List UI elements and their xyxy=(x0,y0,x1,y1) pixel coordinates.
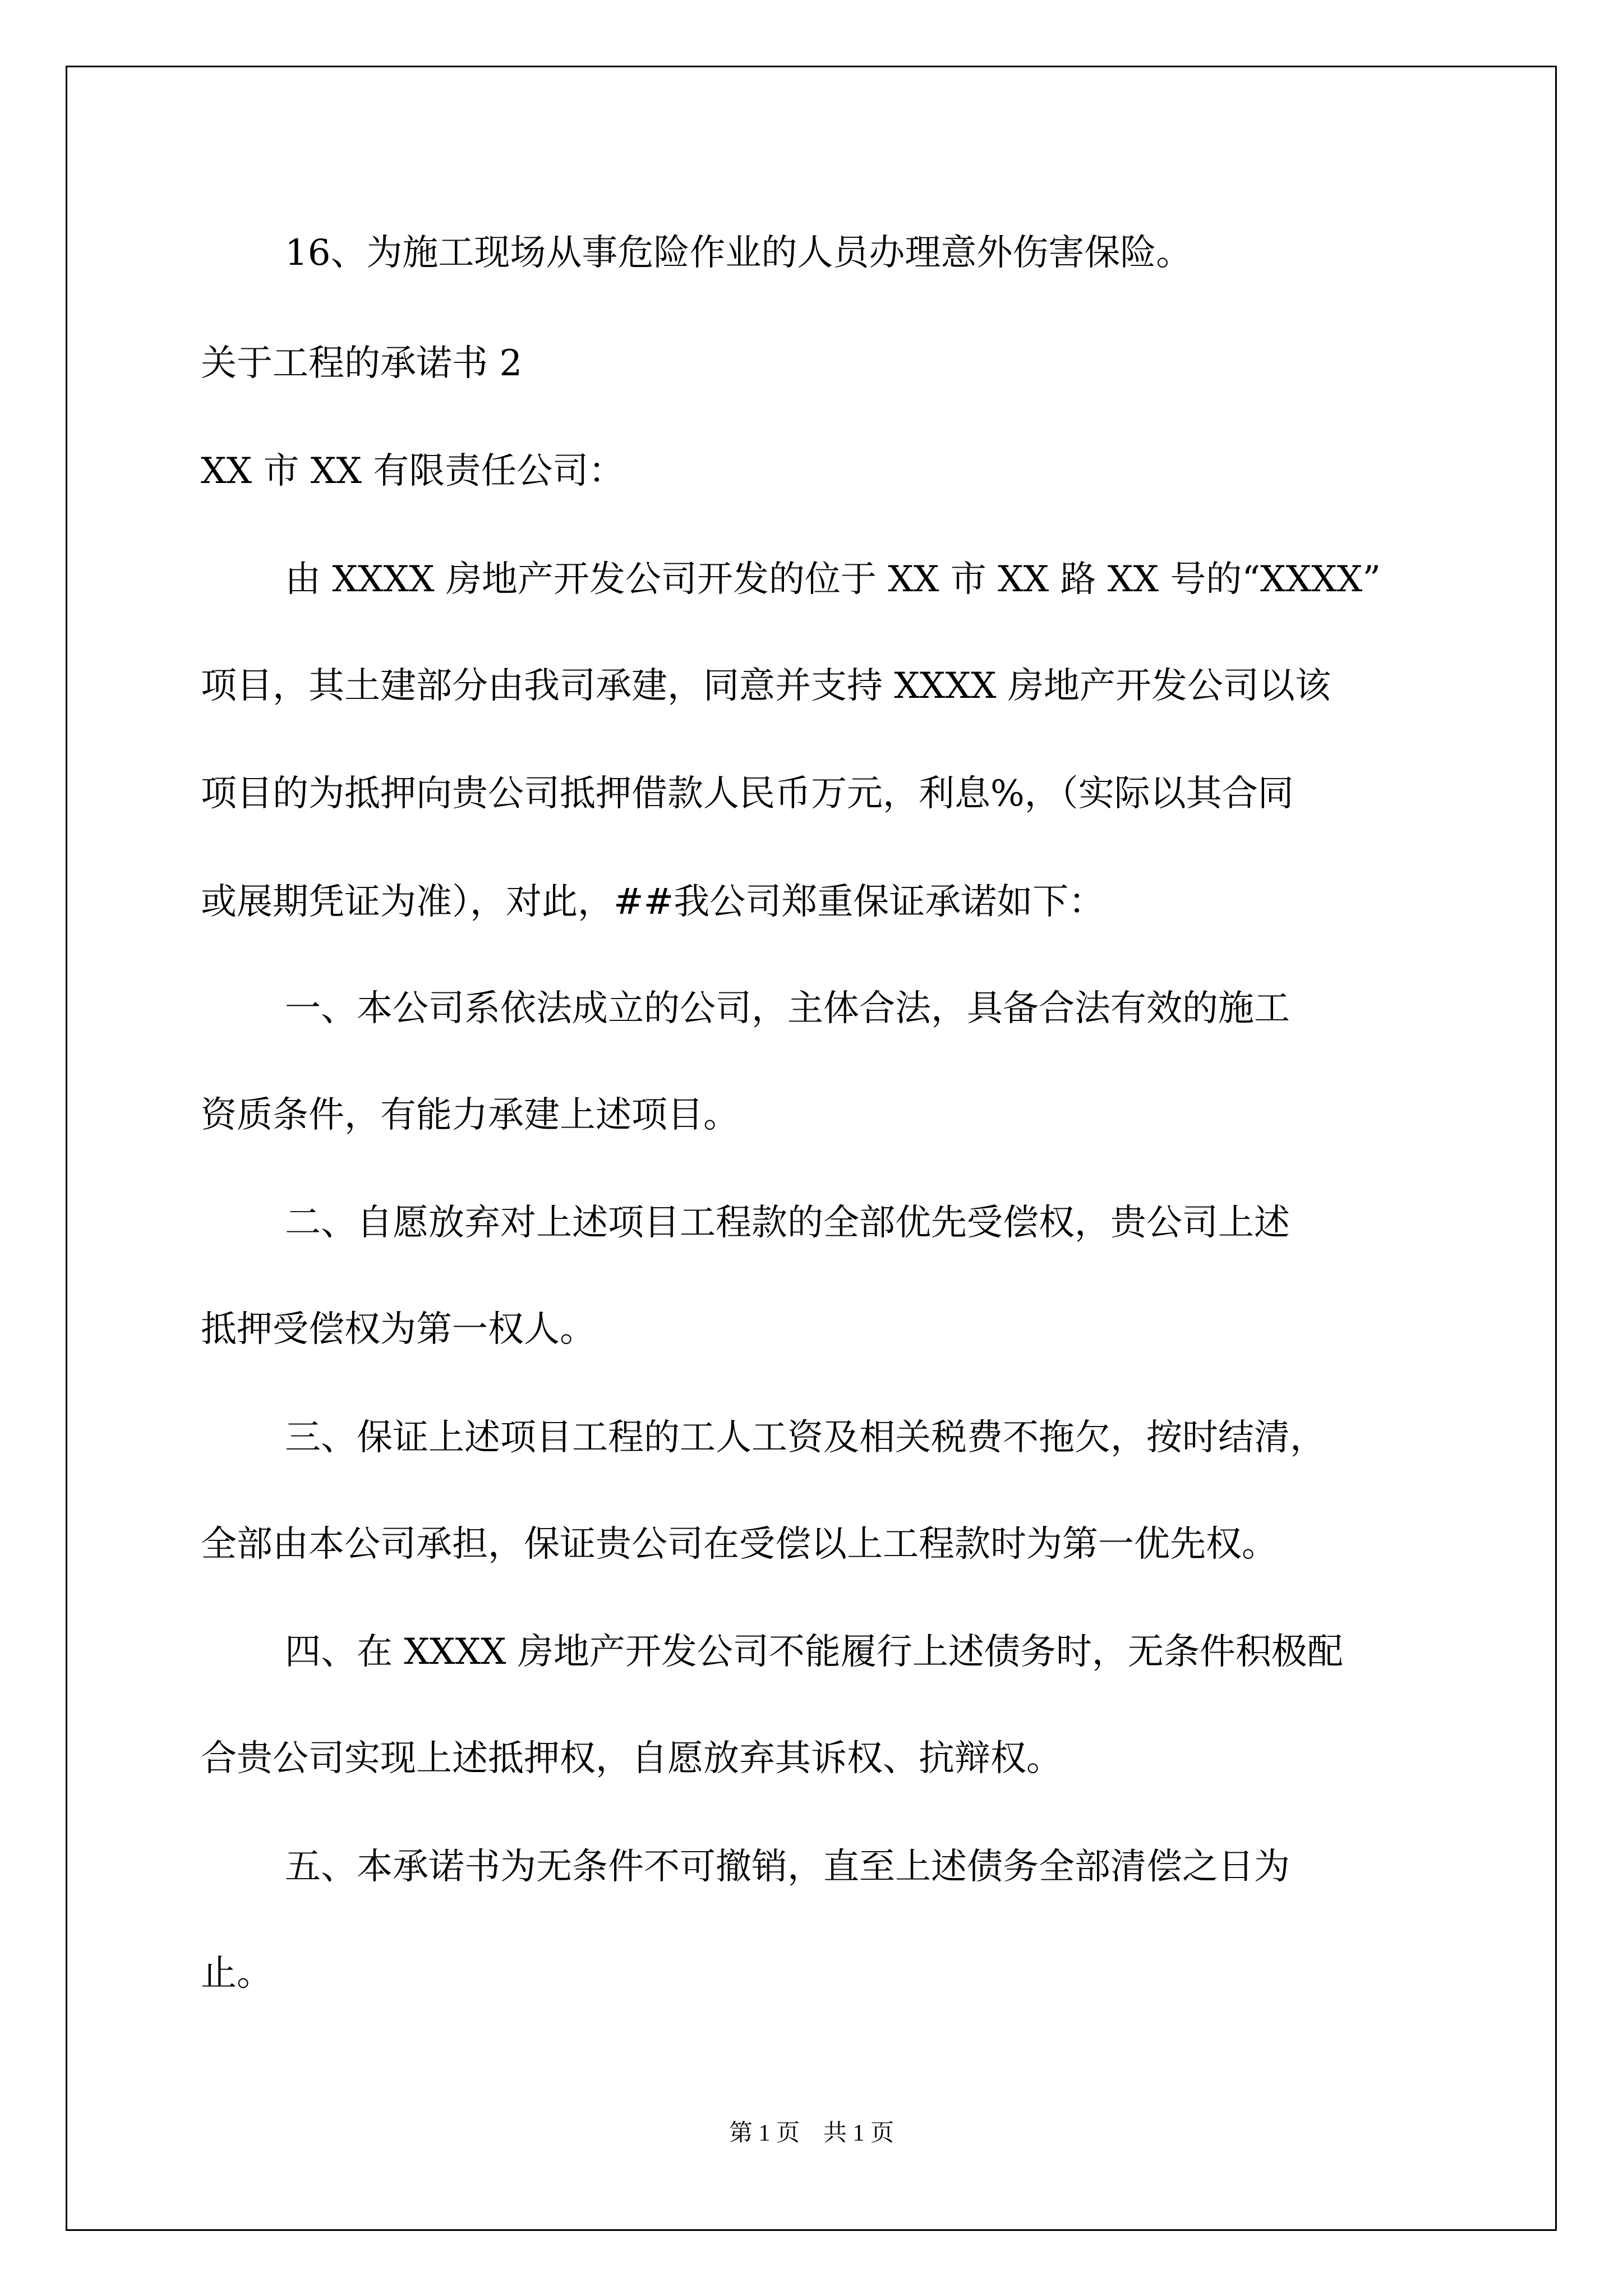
paragraph-line: 抵押受偿权为第一权人。 xyxy=(201,1309,596,1350)
paragraph-line: 三、保证上述项目工程的工人工资及相关税费不拖欠，按时结清， xyxy=(285,1417,1326,1458)
page-border xyxy=(66,66,1557,2231)
paragraph-line: 一、本公司系依法成立的公司，主体合法，具备合法有效的施工 xyxy=(285,988,1290,1029)
addressee: XX 市 XX 有限责任公司： xyxy=(201,450,625,492)
paragraph-line: 四、在 XXXX 房地产开发公司不能履行上述债务时，无条件积极配 xyxy=(285,1631,1343,1673)
paragraph-line: 资质条件，有能力承建上述项目。 xyxy=(201,1094,739,1136)
paragraph-line: 16、为施工现场从事危险作业的人员办理意外伤害保险。 xyxy=(285,232,1192,274)
page-footer: 第 1 页 共 1 页 xyxy=(728,2120,894,2146)
paragraph-line: 全部由本公司承担，保证贵公司在受偿以上工程款时为第一优先权。 xyxy=(201,1524,1278,1565)
paragraph-line: 二、自愿放弃对上述项目工程款的全部优先受偿权，贵公司上述 xyxy=(285,1202,1290,1244)
section-heading: 关于工程的承诺书 2 xyxy=(201,343,523,384)
paragraph-line: 项目，其土建部分由我司承建，同意并支持 XXXX 房地产开发公司以该 xyxy=(201,665,1331,707)
paragraph-line: 五、本承诺书为无条件不可撤销，直至上述债务全部清偿之日为 xyxy=(285,1846,1290,1888)
paragraph-line: 止。 xyxy=(201,1953,273,1994)
paragraph-line: 项目的为抵押向贵公司抵押借款人民币万元，利息%，（实际以其合同 xyxy=(201,773,1294,815)
paragraph-line: 由 XXXX 房地产开发公司开发的位于 XX 市 XX 路 XX 号的“XXXX” xyxy=(285,559,1381,600)
paragraph-line: 合贵公司实现上述抵押权，自愿放弃其诉权、抗辩权。 xyxy=(201,1738,1062,1779)
paragraph-line: 或展期凭证为准），对此，##我公司郑重保证承诺如下： xyxy=(201,881,1105,923)
